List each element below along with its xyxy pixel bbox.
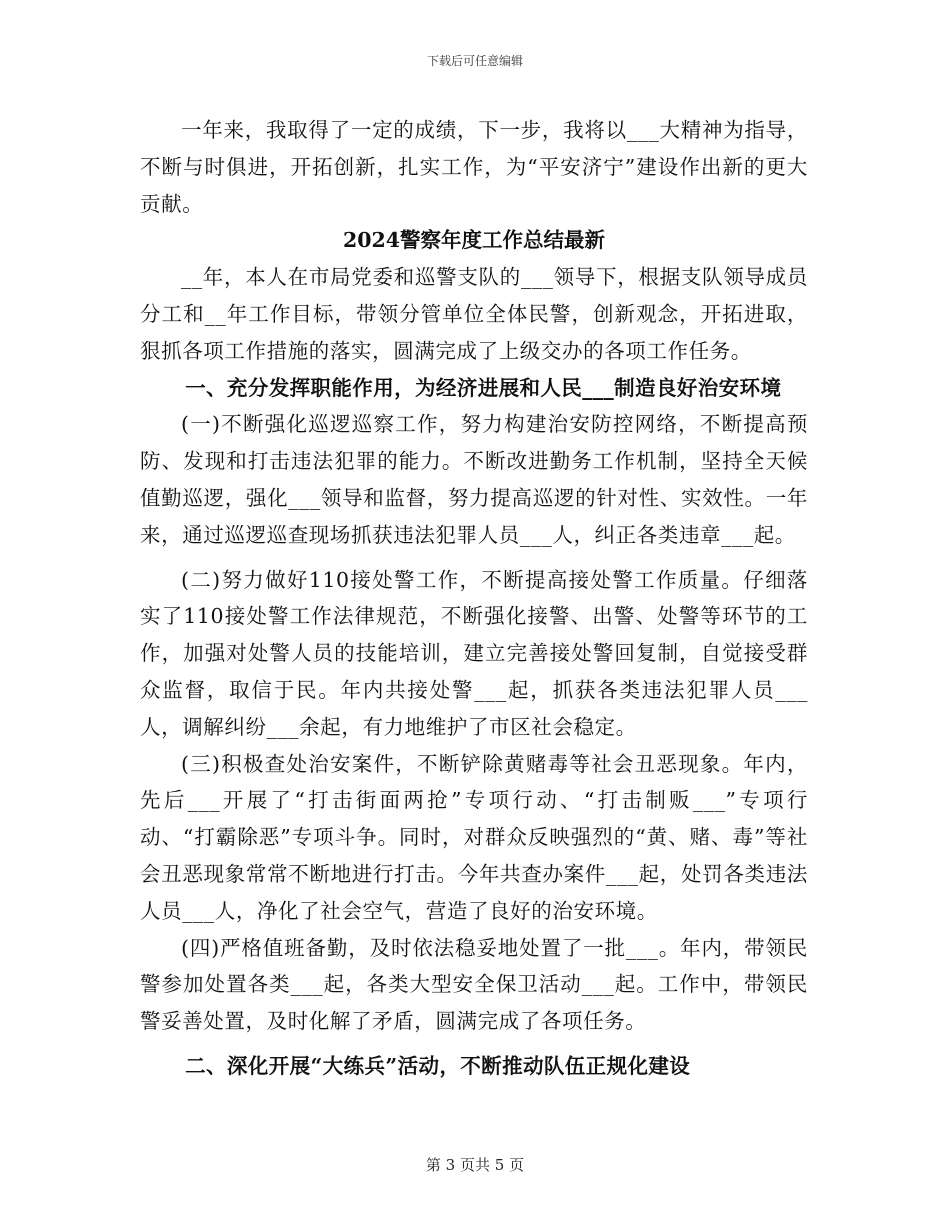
paragraph-intro: 一年来，我取得了一定的成绩，下一步，我将以___大精神为指导，不断与时俱进，开拓创新，扎实工作，为“平安济宁”建设作出新的更大贡献。 <box>140 118 808 216</box>
section-heading-1: 一、充分发挥职能作用，为经济进展和人民___制造良好治安环境 <box>185 375 782 400</box>
page-header: 下载后可任意编辑 <box>426 54 523 68</box>
section-heading-2: 二、深化开展“大练兵”活动，不断推动队伍正规化建设 <box>185 1053 691 1078</box>
paragraph-1-2: (二)努力做好110接处警工作，不断提高接处警工作质量。仔细落实了110接处警工作法律规范，不断强化接警、出警、处警等环节的工作，加强对处警人员的技能培训，建立完善接处警回复制，自觉接受群众监督，取信于民。年内共接处警___起，抓获各类违法犯罪人员___人，调解纠纷___余起，有力地维护了市区社会稳定。 <box>140 567 808 739</box>
document-body <box>140 112 808 1085</box>
paragraph-summary: __年，本人在市局党委和巡警支队的___领导下，根据支队领导成员分工和__年工作目标，带领分管单位全体民警，创新观念，开拓进取，狠抓各项工作措施的落实，圆满完成了上级交办的各项工作任务。 <box>140 265 808 363</box>
document-title: 2024警察年度工作总结最新 <box>342 228 606 253</box>
paragraph-1-1: (一)不断强化巡逻巡察工作，努力构建治安防控网络，不断提高预防、发现和打击违法犯罪的能力。不断改进勤务工作机制，坚持全天候值勤巡逻，强化___领导和监督，努力提高巡逻的针对性、实效性。一年来，通过巡逻巡查现场抓获违法犯罪人员___人，纠正各类违章___起。 <box>140 412 808 547</box>
paragraph-1-4: (四)严格值班备勤，及时依法稳妥地处置了一批___。年内，带领民警参加处置各类___起，各类大型安全保卫活动___起。工作中，带领民警妥善处置，及时化解了矛盾，圆满完成了各项任务。 <box>140 935 808 1034</box>
paragraph-1-3: (三)积极查处治安案件，不断铲除黄赌毒等社会丑恶现象。年内，先后___开展了“打击街面两抢”专项行动、“打击制贩___”专项行动、“打霸除恶”专项斗争。同时，对群众反映强烈的“黄、赌、毒”等社会丑恶现象常常不断地进行打击。今年共查办案件___起，处罚各类违法人员___人，净化了社会空气，营造了良好的治安环境。 <box>140 751 808 923</box>
page-footer: 第 3 页共 5 页 <box>425 1156 525 1174</box>
